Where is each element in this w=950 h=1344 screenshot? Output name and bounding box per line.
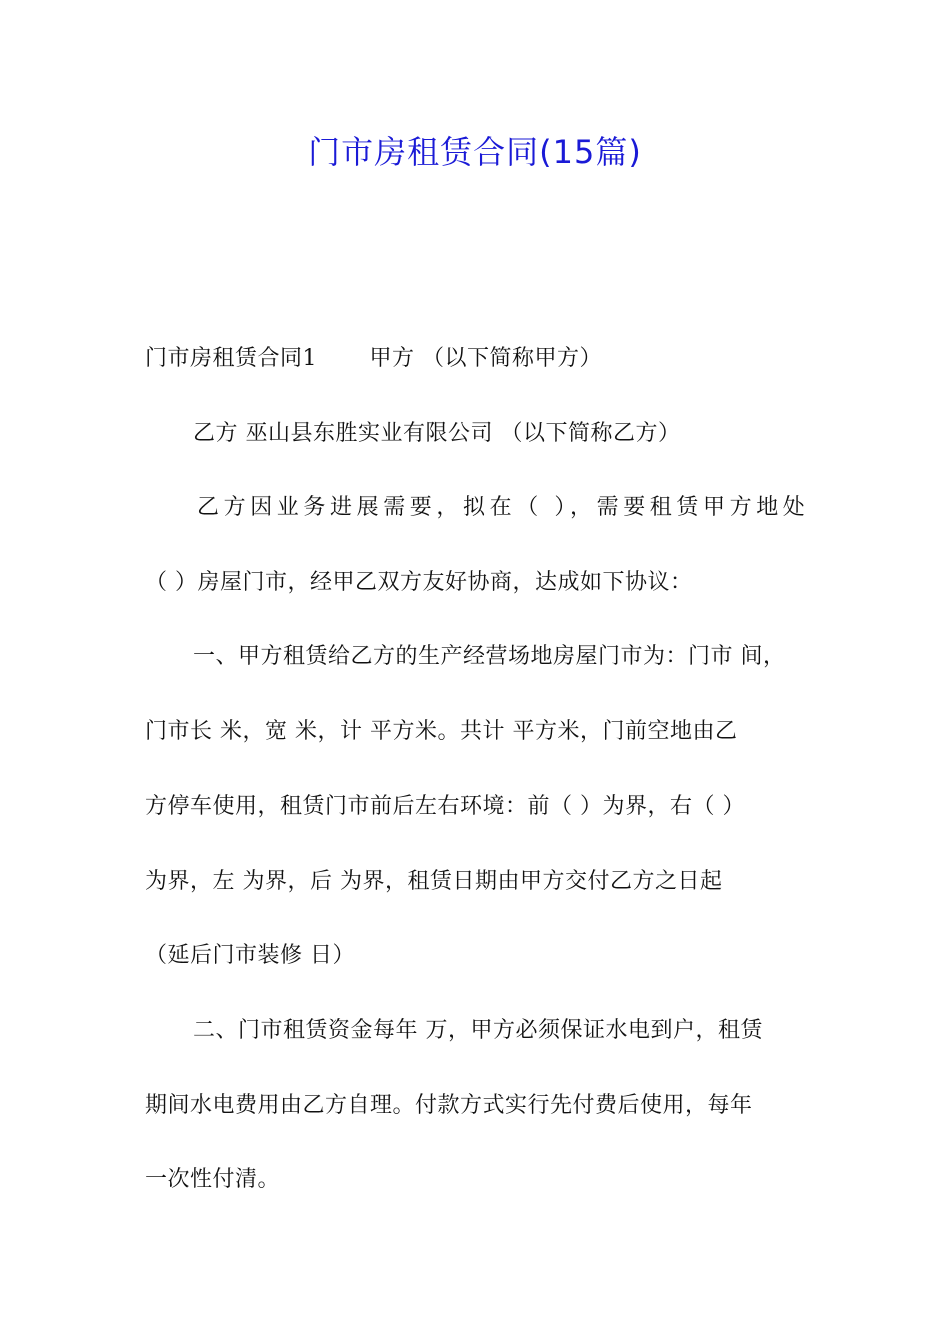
paragraph-line: 乙方因业务进展需要，拟在（ ），需要租赁甲方地处	[197, 495, 810, 520]
paragraph-line: 期间水电费用由乙方自理。付款方式实行先付费后使用，每年	[145, 1093, 753, 1118]
paragraph-line: 门市长 米，宽 米，计 平方米。共计 平方米，门前空地由乙	[145, 719, 738, 744]
document-title: 门市房租赁合同(15篇)	[308, 133, 642, 171]
paragraph-line: 一、甲方租赁给乙方的生产经营场地房屋门市为：门市 间，	[193, 644, 786, 669]
paragraph-line: 方停车使用，租赁门市前后左右环境：前（ ）为界，右（ ）	[145, 794, 745, 819]
paragraph-line: 一次性付清。	[145, 1167, 281, 1192]
paragraph-line: （ ）房屋门市，经甲乙双方友好协商，达成如下协议：	[145, 570, 693, 595]
paragraph-line: 二、门市租赁资金每年 万，甲方必须保证水电到户，租赁	[193, 1018, 763, 1043]
paragraph-line: （延后门市装修 日）	[145, 943, 355, 968]
paragraph-line: 乙方 巫山县东胜实业有限公司 （以下简称乙方）	[193, 421, 681, 446]
paragraph-line: 门市房租赁合同1 甲方 （以下简称甲方）	[145, 346, 602, 371]
paragraph-line: 为界，左 为界，后 为界，租赁日期由甲方交付乙方之日起	[145, 869, 723, 894]
